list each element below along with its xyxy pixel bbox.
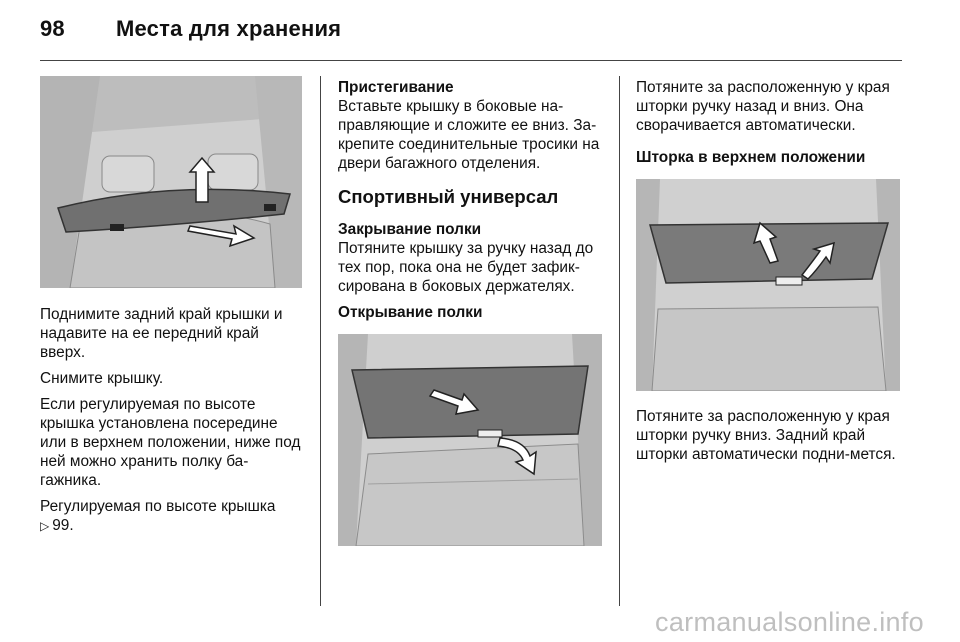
section-title: Спортивный универсал (338, 186, 559, 207)
paragraph: Поднимите задний край крышки и надавите на ее передний край вверх. (40, 306, 283, 361)
page-number: 98 (40, 16, 65, 41)
fasten-heading: Пристегивание (338, 79, 454, 96)
close-text: Потяните крышку за ручку назад до тех пор, пока она не будет зафик-сирована в боковых держателях. (338, 240, 594, 295)
figure-cover-removal (40, 76, 302, 288)
open-heading: Открывание полки (338, 304, 483, 321)
upper-position-heading: Шторка в верхнем положении (636, 149, 866, 166)
paragraph: Снимите крышку. (40, 370, 164, 387)
page-header (40, 16, 341, 42)
column-divider-1 (320, 76, 321, 606)
column-2 (338, 78, 606, 546)
column-divider-2 (619, 76, 620, 606)
column-1 (40, 76, 304, 543)
header-rule (40, 60, 902, 61)
figure-shelf-opening (338, 334, 602, 546)
watermark: carmanualsonline.info (655, 607, 924, 637)
cross-reference (40, 497, 304, 536)
page-title: Места для хранения (116, 16, 342, 41)
close-heading: Закрывание полки (338, 221, 482, 238)
intro-text: Потяните за расположенную у края шторки ручку назад и вниз. Она сворачивается автоматически. (636, 79, 890, 134)
figure-cover-upper-position (636, 179, 900, 391)
column-3 (636, 78, 902, 471)
paragraph: Если регулируемая по высоте крышка установлена посередине или в верхнем положении, ниже под ней можно хранить полку ба-гажника. (40, 396, 301, 489)
reference-arrow-icon: ▷ (40, 519, 50, 533)
ref-text: Регулируемая по высоте крышка (40, 498, 276, 515)
fasten-text: Вставьте крышку в боковые на-правляющие и сложите ее вниз. За-крепите соединительные тросики на двери багажного отделения. (338, 98, 600, 172)
bottom-text: Потяните за расположенную у края шторки ручку вниз. Задний край шторки автоматически подни-мется. (636, 408, 896, 463)
ref-page-link[interactable]: 99. (52, 517, 74, 534)
